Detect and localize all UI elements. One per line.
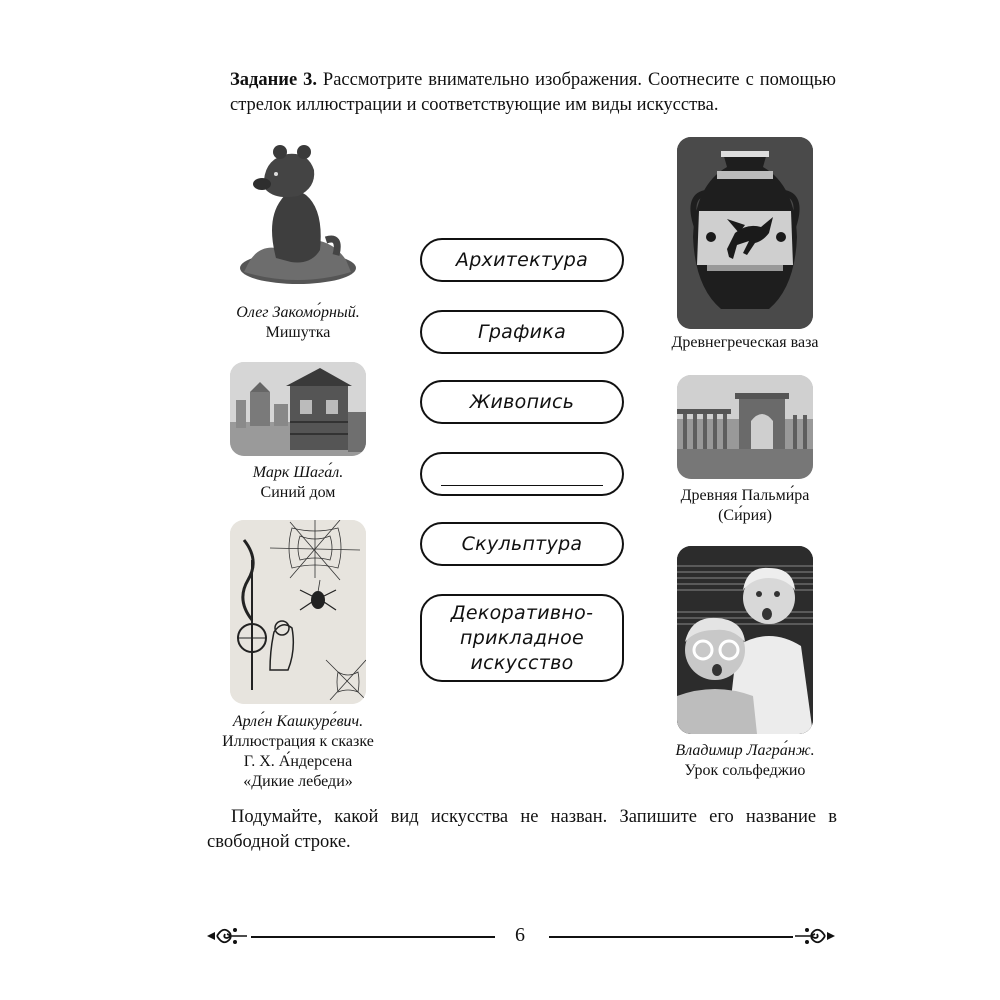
art-type-decorative-applied[interactable] <box>420 594 624 682</box>
graphic-illustration-image <box>230 520 366 704</box>
art-type-architecture-label: Архитектура <box>455 248 589 271</box>
solfeggio-photo-image <box>677 546 813 734</box>
caption-illustration-line2: Г. Х. А́ндерсена <box>243 753 353 770</box>
caption-bear <box>220 303 376 343</box>
caption-palmyra-line2: (Си́рия) <box>718 507 772 524</box>
caption-blue-house <box>218 463 378 503</box>
caption-palmyra-line1: Древняя Пальми́ра <box>680 487 810 504</box>
task-text: Рассмотрите внимательно изображения. Соотнесите с помощью стрелок иллюстрации и соответствующие им виды искусства. <box>230 70 836 115</box>
right-ornament-icon <box>793 922 837 950</box>
art-type-decorative-line3: искусство <box>470 651 574 674</box>
page-number: 6 <box>515 924 525 946</box>
art-type-graphics-label: Графика <box>477 320 567 343</box>
caption-solfeggio-author: Владимир Лагра́нж. <box>675 742 815 759</box>
art-type-painting[interactable] <box>420 380 624 424</box>
art-type-graphics[interactable] <box>420 310 624 354</box>
footer-line-right <box>549 936 793 938</box>
caption-blue-house-author: Марк Шага́л. <box>252 464 344 481</box>
art-type-architecture[interactable] <box>420 238 624 282</box>
art-type-sculpture-label: Скульптура <box>461 532 583 555</box>
caption-bear-title: Мишутка <box>265 324 331 341</box>
caption-illustration-line3: «Дикие лебеди» <box>243 773 353 790</box>
blank-write-line <box>441 485 603 486</box>
caption-palmyra <box>640 486 850 526</box>
sculpture-bear-image <box>236 140 360 288</box>
caption-illustration-line1: Иллюстрация к сказке <box>222 733 374 750</box>
art-type-sculpture[interactable] <box>420 522 624 566</box>
bottom-instruction: Подумайте, какой вид искусства не назван. Запишите его название в свободной строке. <box>207 807 837 852</box>
caption-vase-title: Древнегреческая ваза <box>671 334 819 351</box>
caption-solfeggio-title: Урок сольфеджио <box>684 762 806 779</box>
greek-vase-image <box>677 137 813 329</box>
caption-blue-house-title: Синий дом <box>260 484 336 501</box>
caption-solfeggio <box>640 741 850 781</box>
task-heading: Задание 3. <box>230 70 317 90</box>
page-footer <box>205 920 835 954</box>
caption-illustration-author: Арле́н Кашкуре́вич. <box>232 713 364 730</box>
palmyra-ruins-image <box>677 375 813 479</box>
caption-vase <box>640 333 850 353</box>
caption-bear-author: Олег Закомо́рный. <box>236 304 360 321</box>
caption-illustration <box>200 712 396 792</box>
art-type-decorative-line2: прикладное <box>460 626 584 649</box>
art-type-blank-field[interactable] <box>420 452 624 496</box>
art-type-decorative-line1: Декоративно- <box>450 601 594 624</box>
task-statement <box>230 68 836 118</box>
art-type-painting-label: Живопись <box>469 390 575 413</box>
painting-blue-house-image <box>230 362 366 456</box>
